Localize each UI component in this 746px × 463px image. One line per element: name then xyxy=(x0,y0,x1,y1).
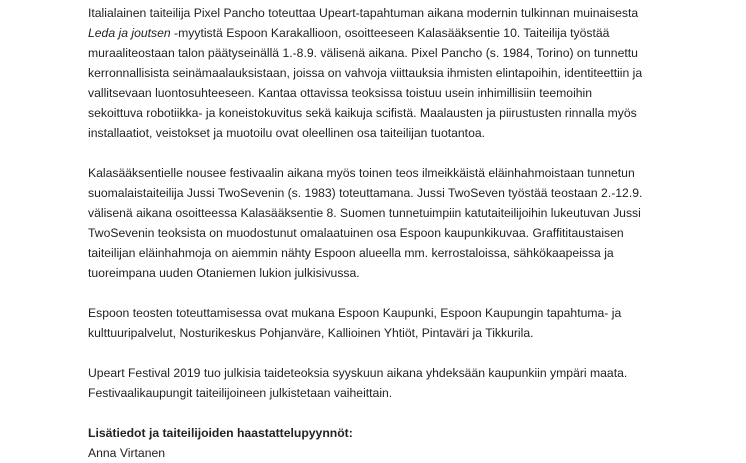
text-line: välisenä aikana osoitteessa Kalasääksentie 8. Suomen tunnetuimpiin katutaiteilijoihin lukeutuvan Jussi xyxy=(88,206,641,220)
document-body xyxy=(88,3,688,463)
paragraph-festival xyxy=(88,363,688,403)
text-line: installaatiot, veistokset ja muotoilu ovat oleellinen osa taiteilijan tuotantoa. xyxy=(88,126,486,140)
text-line: Kalasääksentielle nousee festivaalin aikana myös toinen teos ilmeikkäistä eläinhahmoistaan tunnetun xyxy=(88,166,635,180)
text-line: Upeart Festival 2019 tuo julkisia taideteoksia syyskuun aikana yhdeksään kaupunkiin ympäri maata. xyxy=(88,366,628,380)
text-line: Festivaalikaupungit taiteilijoineen julkistetaan vaiheittain. xyxy=(88,386,393,400)
contact-heading: Lisätiedot ja taiteilijoiden haastattelupyynnöt: xyxy=(88,426,353,440)
contact-name: Anna Virtanen xyxy=(88,446,166,460)
text-line: vallitsevaan luontosuhteeseen. Kantaa ottavissa teoksissa toistuu usein inhimillisiin teemoihin xyxy=(88,86,593,100)
text-line: muraaliteostaan talon päätyseinällä 1.-8.9. välisenä aikana. Pixel Pancho (s. 1984, Torino) on tunnettu xyxy=(88,46,638,60)
paragraph-partners xyxy=(88,303,688,343)
text-line: suomalaistaiteilija Jussi TwoSevenin (s. 1983) toteuttamana. Jussi TwoSeven työstää teostaan 2.-12.9. xyxy=(88,186,643,200)
contact-section xyxy=(88,423,688,463)
text-line: sekoittuva robotiikka- ja koneistokuvitus sekä kaikuja scifistä. Maalausten ja piirustusten rinnalla myös xyxy=(88,106,637,120)
paragraph-pixel-pancho xyxy=(88,3,688,143)
text-line xyxy=(88,23,688,43)
text-line: Espoon teosten toteuttamisessa ovat mukana Espoon Kaupunki, Espoon Kaupungin tapahtuma- ja xyxy=(88,306,622,320)
artwork-title: Leda ja joutsen xyxy=(88,26,171,40)
text-segment: -myytistä Espoon Karakallioon, osoitteeseen Kalasääksentie 10. Taiteilija työstää xyxy=(170,26,610,40)
text-line: tuoreimpana uuden Otaniemen lukion julkisivussa. xyxy=(88,266,360,280)
text-line: kulttuuripalvelut, Nosturikeskus Pohjanväre, Kallioinen Yhtiöt, Pintaväri ja Tikkurila. xyxy=(88,326,534,340)
text-line: taiteilijan eläinhahmoja on aiemmin nähty Espoon alueella mm. kerrostaloissa, sähkökaapeissa ja xyxy=(88,246,614,260)
text-line: TwoSevenin teoksista on muodostunut omalaatuinen osa Espoon kaupunkikuvaa. Graffititaustaisen xyxy=(88,226,624,240)
text-line: Italialainen taiteilija Pixel Pancho toteuttaa Upeart-tapahtuman aikana modernin tulkinnan muinaisesta xyxy=(88,6,639,20)
text-line: kerronnallisista seinämaalauksistaan, joissa on vahvoja viittauksia ihmisten elintapoihin, identiteettiin ja xyxy=(88,66,643,80)
paragraph-jussi-twoseven xyxy=(88,163,688,283)
